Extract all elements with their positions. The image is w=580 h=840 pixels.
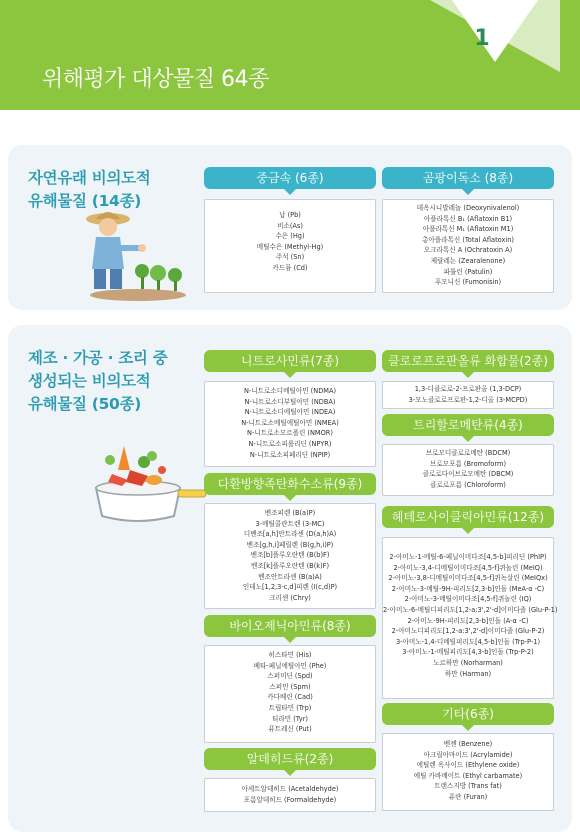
biogenic-amines-header: 바이오제닉아민류(8종) (204, 615, 376, 637)
natural-section (8, 145, 572, 310)
list-item: 주석 (Sn) (275, 253, 305, 262)
process-section-title: 제조 · 가공 · 조리 중 생성되는 비의도적 유해물질 (50종) (28, 349, 168, 413)
list-item: 크리센 (Chry) (269, 593, 311, 602)
list-item: 2-아미노-6-메틸디피리도[1,2-a:3',2'-d]이미다졸 (Glu-P-1) (383, 605, 558, 614)
list-item: 스퍼민 (Spm) (269, 682, 311, 691)
others-header: 기타(6종) (382, 703, 554, 725)
list-item: 스퍼미딘 (Spd) (267, 672, 313, 681)
list-item: 클로로다이브로모메탄 (DBCM) (422, 470, 514, 479)
list-item: N-니트로소피롤리딘 (NPYR) (248, 439, 332, 448)
nitrosamines-header: 니트로사민류(7종) (204, 350, 376, 372)
list-item: 1,3-디클로로-2-프로판올 (1,3-DCP) (414, 385, 522, 393)
list-item: 데옥시니발레놀 (Deoxynivalenol) (416, 204, 520, 212)
list-item: 벤조피렌 (B(a)P) (264, 509, 316, 517)
list-item: 2-아미노디피리도[1,2-a:3',2'-d]이미다졸 (Glu-P-2) (391, 627, 545, 636)
heavy-metals-header: 중금속 (6종) (204, 167, 376, 189)
heterocyclic-amines-list (382, 537, 558, 699)
chapter-number: 1 (474, 26, 490, 51)
list-item: 아세트알데히드 (Acetaldehyde) (241, 785, 339, 793)
list-item: 2-아미노-3,8-디메틸이미다조[4,5-f]퀴녹살린 (MeIQx) (388, 574, 548, 583)
list-item: N-니트로소디에틸아민 (NDEA) (244, 408, 336, 417)
list-item: N-니트로소메틸에틸아민 (NMEA) (241, 418, 339, 427)
list-item: 아플라톡신 B₁ (Aflatoxin B1) (423, 214, 513, 223)
list-item: 카드뮴 (Cd) (272, 263, 308, 272)
heterocyclic-amines-header: 헤테로사이클릭아민류(12종) (382, 506, 554, 528)
page-title: 위해평가 대상물질 64종 (42, 67, 269, 92)
list-item: 벤조[g,h,i]페릴렌 (B(g,h,i)P) (246, 540, 334, 549)
list-item: 노르하만 (Norharman) (433, 658, 503, 667)
list-item: 히스타민 (His) (268, 651, 312, 659)
list-item: 수은 (Hg) (275, 232, 305, 241)
list-item: 퓨트레신 (Put) (268, 725, 312, 734)
list-item: 퓨란 (Furan) (448, 792, 488, 801)
list-item: 브로모디클로로메탄 (BDCM) (425, 449, 511, 457)
cooking-pan-illustration (88, 440, 208, 530)
list-item: N-니트로소디부틸아민 (NDBA) (244, 397, 336, 406)
list-item: 메틸수은 (Methyl-Hg) (256, 242, 324, 251)
list-item: 인데노[1,2,3-c,d]피렌 (I(c,d)P) (242, 583, 338, 592)
list-item: 브로모포름 (Bromoform) (429, 459, 507, 468)
pah-list (204, 503, 376, 609)
list-item: 오크라톡신 A (Ochratoxin A) (423, 246, 513, 255)
list-item: N-니트로소디메틸아민 (NDMA) (243, 387, 337, 395)
list-item: 아플라톡신 M₁ (Aflatoxin M1) (422, 225, 514, 234)
list-item: 하만 (Harman) (444, 669, 492, 678)
list-item: 2-아미노-1-메틸-6-페닐이미다조[4,5-b]피리딘 (PhIP) (389, 553, 547, 561)
list-item: 비소(As) (277, 221, 303, 230)
list-item: 3-아미노-1,4-디메틸피리도[4,5-b]인돌 (Trp-P-1) (395, 637, 541, 646)
list-item: 벤젠 (Benzene) (443, 740, 493, 748)
chapter-tab-icon (430, 0, 560, 72)
list-item: 벤조[k]플루오란텐 (B(k)F) (250, 561, 330, 570)
list-item: 2-아미노-9H-피리도[2,3-b]인돌 (A-α -C) (407, 616, 529, 625)
list-item: 총아플라톡신 (Total Aflatoxin) (422, 235, 514, 244)
list-item: 디벤조[a,h]안트라센 (D(a,h)A) (243, 530, 337, 539)
list-item: 2-아미노-3-메틸-9H-피리도[2,3-b]인돌 (MeA-α -C) (391, 584, 545, 593)
list-item: 푸모니신 (Fumonisin) (434, 278, 502, 287)
trihalomethanes-list (382, 444, 554, 496)
list-item: 벤조안트라센 (B(a)A) (258, 572, 322, 581)
list-item: 벤조[b]플루오란텐 (B(b)F) (250, 551, 330, 560)
mycotoxins-list (382, 199, 554, 293)
list-item: 클로로포름 (Chloroform) (430, 480, 506, 489)
list-item: 티라민 (Tyr) (272, 714, 308, 723)
list-item: 3-모노클로로프로판-1,2-디올 (3-MCPD) (408, 395, 528, 404)
farmer-illustration (80, 203, 190, 303)
heavy-metals-list (204, 199, 376, 293)
list-item: N-니트로소피페리딘 (NPIP) (249, 450, 331, 459)
pah-header: 다환방향족탄화수소류(9종) (204, 473, 376, 495)
others-list (382, 733, 554, 811)
mycotoxins-header: 곰팡이독소 (8종) (382, 167, 554, 189)
list-item: N-니트로소모르폴린 (NMOR) (247, 429, 333, 438)
process-section (8, 325, 572, 832)
nitrosamines-list (204, 381, 376, 467)
biogenic-amines-list (204, 645, 376, 743)
list-item: 카다베린 (Cad) (267, 693, 313, 702)
chloropropanols-list (382, 381, 554, 409)
page-header (0, 0, 580, 110)
list-item: 3-아미노-1-메틸피리도[4,3-b]인돌 (Trp-P-2) (402, 648, 534, 657)
list-item: 에틸 카바메이트 (Ethyl carbamate) (413, 771, 523, 780)
list-item: 베타-페닐에틸아민 (Phe) (253, 661, 327, 670)
list-item: 제랄레논 (Zearalenone) (430, 256, 506, 265)
list-item: 트립타민 (Trp) (268, 703, 312, 712)
list-item: 트랜스지방 (Trans fat) (434, 782, 502, 791)
natural-section-title: 자연유래 비의도적 유해물질 (14종) (28, 169, 151, 210)
aldehydes-header: 알데히드류(2종) (204, 748, 376, 770)
aldehydes-list (204, 778, 376, 812)
list-item: 납 (Pb) (279, 211, 301, 219)
list-item: 2-아미노-3,4-디메틸이미다조[4,5-f]퀴놀린 (MeIQ) (393, 563, 543, 572)
list-item: 아크릴아마이드 (Acrylamide) (423, 750, 513, 759)
list-item: 포름알데히드 (Formaldehyde) (243, 795, 337, 804)
chloropropanols-header: 클로로프로판올류 화합물(2종) (382, 350, 554, 372)
list-item: 3-메틸콜란트렌 (3-MC) (255, 519, 325, 528)
list-item: 에틸렌 옥사이드 (Ethylene oxide) (416, 761, 520, 770)
trihalomethanes-header: 트리할로메탄류(4종) (382, 414, 554, 436)
list-item: 2-아미노-3-메틸이미다조[4,5-f]퀴놀린 (IQ) (404, 595, 532, 604)
list-item: 파튤린 (Patulin) (443, 267, 493, 276)
